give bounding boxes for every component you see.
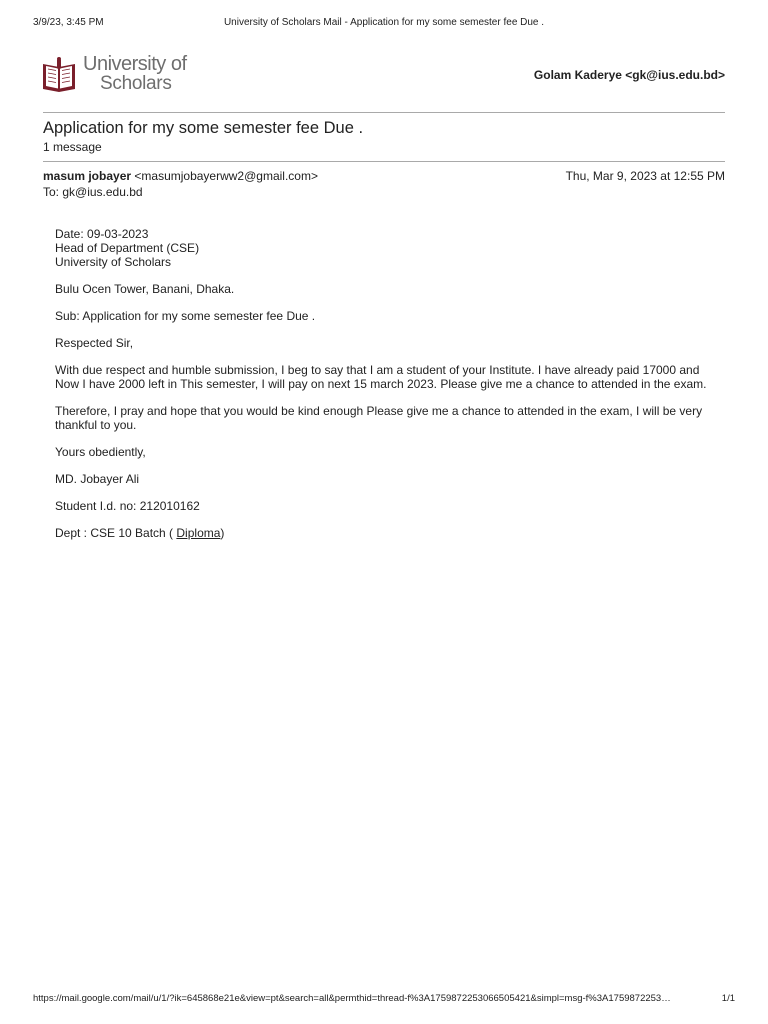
- letter-subject: Sub: Application for my some semester fee Due .: [55, 309, 316, 323]
- print-timestamp: 3/9/23, 3:45 PM: [33, 17, 104, 28]
- header-divider: [43, 112, 725, 113]
- letter-paragraph-1: With due respect and humble submission, I beg to say that I am a student of your Institute. I have already paid 17000 and Now I have 2000 left in This semester, I will pay on next 15 march 2023. Please give me a chance to attended in the exam.: [55, 363, 707, 391]
- letter-student-id: Student I.d. no: 212010162: [55, 499, 200, 513]
- page-number: 1/1: [721, 993, 735, 1004]
- print-url: https://mail.google.com/mail/u/1/?ik=645868e21e&view=pt&search=all&permthid=thread-f%3A1759872253066505421&simpl=msg-f%3A1759872253…: [33, 993, 671, 1004]
- message-date: Thu, Mar 9, 2023 at 12:55 PM: [565, 169, 725, 183]
- university-logo[interactable]: [40, 52, 187, 96]
- logo-line1: University of: [83, 53, 187, 75]
- letter-dept: [55, 526, 725, 540]
- letter-signature: MD. Jobayer Ali: [55, 472, 140, 486]
- letter-address: Bulu Ocen Tower, Banani, Dhaka.: [55, 282, 235, 296]
- letter-header: [55, 227, 725, 269]
- sender-name: masum jobayer: [43, 169, 132, 183]
- message-count: 1 message: [43, 140, 102, 154]
- letter-recipient-line2: University of Scholars: [55, 255, 172, 269]
- letter-paragraph-2: Therefore, I pray and hope that you would be kind enough Please give me a chance to attended in the exam, I will be very thankful to you.: [55, 404, 703, 432]
- dept-diploma-link[interactable]: Diploma: [176, 526, 221, 540]
- dept-prefix: Dept : CSE 10 Batch (: [55, 526, 177, 540]
- book-logo-icon: [40, 56, 78, 92]
- recipient: To: gk@ius.edu.bd: [43, 185, 143, 199]
- dept-suffix: ): [220, 526, 225, 540]
- letter-closing: Yours obediently,: [55, 445, 146, 459]
- letter-recipient-line1: Head of Department (CSE): [55, 241, 200, 255]
- sender: [43, 169, 318, 183]
- message-body: [55, 227, 725, 553]
- account-identity: Golam Kaderye <gk@ius.edu.bd>: [533, 68, 725, 82]
- letter-salutation: Respected Sir,: [55, 336, 134, 350]
- sender-email: <masumjobayerww2@gmail.com>: [134, 169, 318, 183]
- subject-divider: [43, 161, 725, 162]
- thread-subject: Application for my some semester fee Due .: [43, 119, 364, 137]
- logo-line2: Scholars: [100, 73, 172, 94]
- print-title: University of Scholars Mail - Application for my some semester fee Due .: [223, 17, 545, 28]
- letter-date: Date: 09-03-2023: [55, 227, 149, 241]
